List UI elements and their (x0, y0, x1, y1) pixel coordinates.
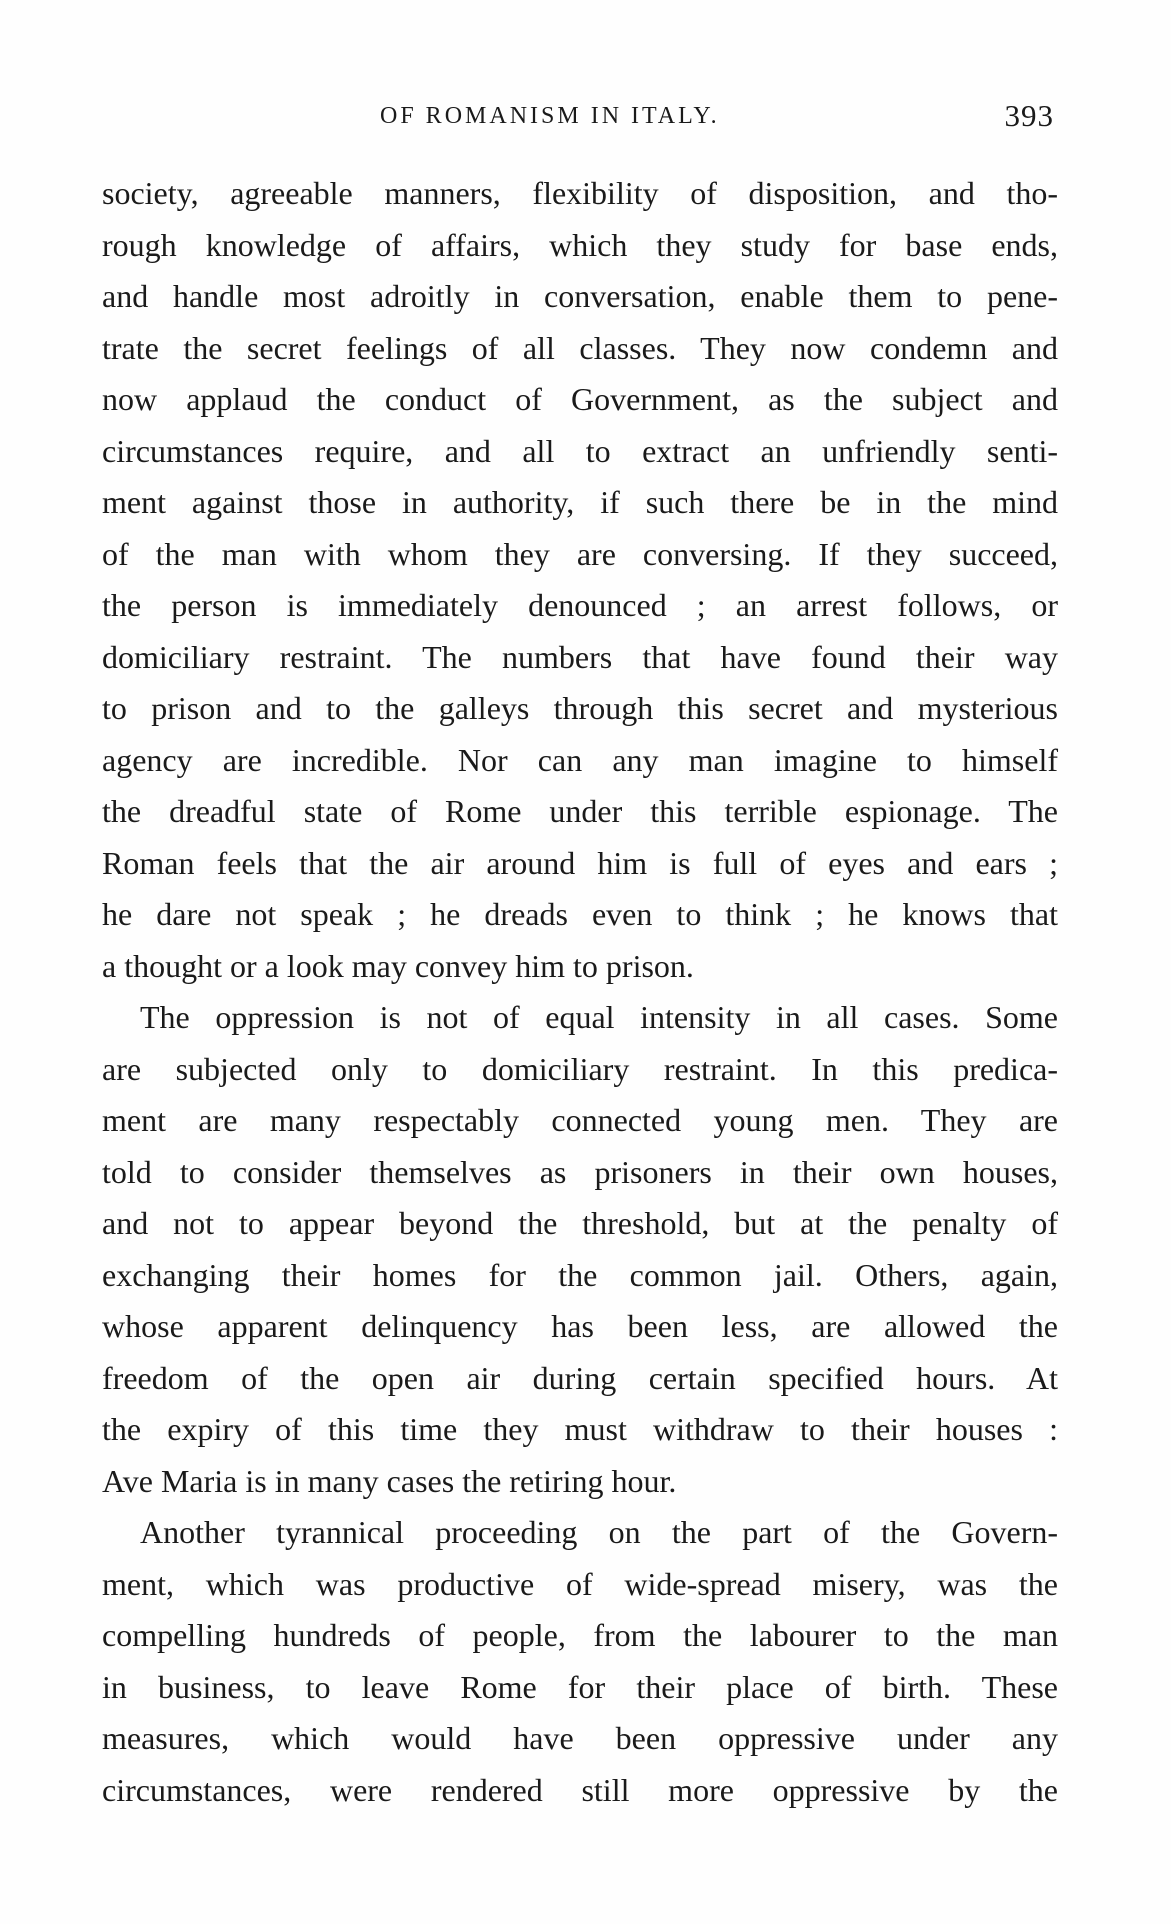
paragraph-2 (102, 992, 1058, 1507)
text-line: Roman feels that the air around him is full of eyes and ears ; (102, 844, 1058, 881)
text-line: in business, to leave Rome for their place of birth. These (102, 1668, 1058, 1705)
body-text (102, 168, 1058, 1816)
text-line: circumstances require, and all to extract an unfriendly senti- (102, 432, 1058, 469)
text-line: ment, which was productive of wide-spread misery, was the (102, 1565, 1058, 1602)
text-line: now applaud the conduct of Government, as the subject and (102, 381, 1058, 417)
text-line: domiciliary restraint. The numbers that have found their way (102, 638, 1058, 675)
text-line: society, agreeable manners, flexibility of disposition, and tho- (102, 175, 1058, 211)
text-line: compelling hundreds of people, from the labourer to the man (102, 1617, 1058, 1653)
text-line: measures, which would have been oppressive under any (102, 1720, 1058, 1756)
text-line: are subjected only to domiciliary restraint. In this predica- (102, 1050, 1058, 1087)
text-line: ment are many respectably connected young men. They are (102, 1102, 1058, 1138)
text-line: of the man with whom they are conversing. If they succeed, (102, 535, 1058, 572)
text-line: Ave Maria is in many cases the retiring hour. (102, 1462, 677, 1499)
text-line: trate the secret feelings of all classes. They now condemn and (102, 329, 1058, 366)
page-number: 393 (1004, 98, 1054, 133)
text-line: he dare not speak ; he dreads even to think ; he knows that (102, 896, 1058, 932)
text-line: and not to appear beyond the threshold, but at the penalty of (102, 1205, 1058, 1241)
text-line: to prison and to the galleys through this secret and mysterious (102, 690, 1058, 726)
text-line: the expiry of this time they must withdraw to their houses : (102, 1411, 1058, 1447)
text-line: exchanging their homes for the common jail. Others, again, (102, 1256, 1058, 1293)
text-line: whose apparent delinquency has been less, are allowed the (102, 1308, 1058, 1344)
text-line: told to consider themselves as prisoners in their own houses, (102, 1153, 1058, 1190)
text-line: rough knowledge of affairs, which they study for base ends, (102, 226, 1058, 263)
text-line: circumstances, were rendered still more oppressive by the (102, 1771, 1058, 1808)
paragraph-3 (102, 1507, 1058, 1816)
paragraph-1 (102, 168, 1058, 992)
text-line: a thought or a look may convey him to prison. (102, 947, 694, 984)
text-line: the dreadful state of Rome under this terrible espionage. The (102, 793, 1058, 829)
text-line: and handle most adroitly in conversation, enable them to pene- (102, 278, 1058, 314)
text-line: ment against those in authority, if such there be in the mind (102, 484, 1058, 520)
text-line: freedom of the open air during certain specified hours. At (102, 1359, 1058, 1396)
text-line: The oppression is not of equal intensity in all cases. Some (140, 999, 1058, 1035)
text-line: agency are incredible. Nor can any man imagine to himself (102, 741, 1058, 778)
running-head (0, 96, 1171, 136)
running-title: OF ROMANISM IN ITALY. (380, 103, 720, 129)
text-line: Another tyrannical proceeding on the part of the Govern- (140, 1514, 1058, 1550)
text-line: the person is immediately denounced ; an arrest follows, or (102, 587, 1058, 623)
